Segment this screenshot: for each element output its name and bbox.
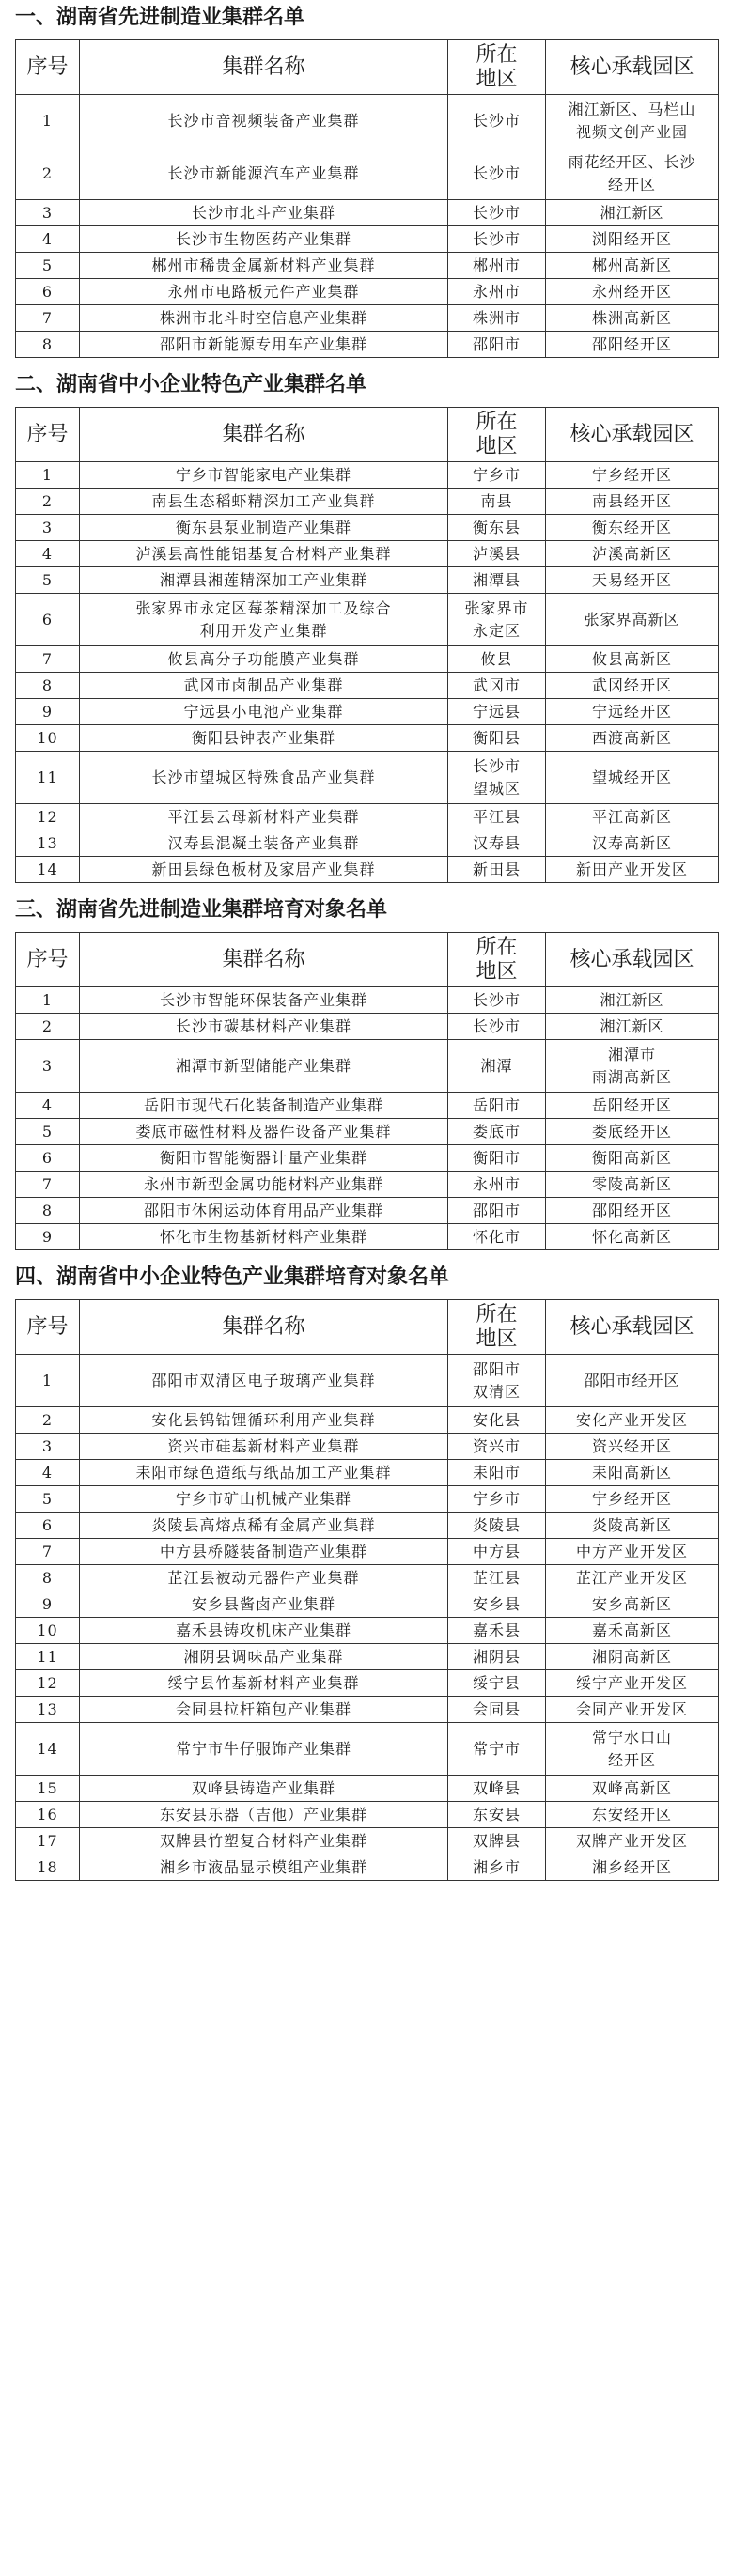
header-core-park: 核心承载园区 <box>546 40 719 95</box>
cluster-name-cell: 平江县云母新材料产业集群 <box>80 804 448 830</box>
core-park-cell: 天易经开区 <box>546 567 719 594</box>
header-core-park: 核心承载园区 <box>546 408 719 462</box>
table-row <box>16 305 719 332</box>
table-row <box>16 1407 719 1434</box>
serial-number-cell: 4 <box>16 1460 80 1486</box>
header-core-park: 核心承载园区 <box>546 1300 719 1355</box>
region-cell: 宁乡市 <box>448 1486 546 1513</box>
region-cell: 宁远县 <box>448 699 546 725</box>
core-park-cell: 郴州高新区 <box>546 253 719 279</box>
cluster-name-cell: 安乡县酱卤产业集群 <box>80 1591 448 1618</box>
header-cluster-name: 集群名称 <box>80 40 448 95</box>
serial-number-cell: 16 <box>16 1802 80 1828</box>
core-park-cell: 安化产业开发区 <box>546 1407 719 1434</box>
cluster-name-cell: 永州市新型金属功能材料产业集群 <box>80 1172 448 1198</box>
header-region: 所在 地区 <box>448 933 546 987</box>
region-cell: 资兴市 <box>448 1434 546 1460</box>
region-cell: 长沙市 <box>448 200 546 226</box>
serial-number-cell: 14 <box>16 857 80 883</box>
table-row <box>16 725 719 752</box>
core-park-cell: 永州经开区 <box>546 279 719 305</box>
cluster-name-cell: 芷江县被动元器件产业集群 <box>80 1565 448 1591</box>
table-row <box>16 1670 719 1697</box>
table-row <box>16 332 719 358</box>
table-row <box>16 646 719 673</box>
cluster-name-cell: 湘阴县调味品产业集群 <box>80 1644 448 1670</box>
header-cluster-name: 集群名称 <box>80 408 448 462</box>
region-cell: 南县 <box>448 489 546 515</box>
core-park-cell: 炎陵高新区 <box>546 1513 719 1539</box>
table-row <box>16 1460 719 1486</box>
cluster-table <box>15 1299 719 1881</box>
cluster-name-cell: 会同县拉杆箱包产业集群 <box>80 1697 448 1723</box>
serial-number-cell: 15 <box>16 1776 80 1802</box>
region-cell: 常宁市 <box>448 1723 546 1776</box>
table-row <box>16 462 719 489</box>
serial-number-cell: 4 <box>16 1093 80 1119</box>
cluster-name-cell: 嘉禾县铸攻机床产业集群 <box>80 1618 448 1644</box>
table-header-row <box>16 1300 719 1355</box>
region-cell: 怀化市 <box>448 1224 546 1250</box>
header-region: 所在 地区 <box>448 1300 546 1355</box>
serial-number-cell: 18 <box>16 1854 80 1881</box>
cluster-name-cell: 娄底市磁性材料及器件设备产业集群 <box>80 1119 448 1145</box>
core-park-cell: 零陵高新区 <box>546 1172 719 1198</box>
cluster-name-cell: 邵阳市休闲运动体育用品产业集群 <box>80 1198 448 1224</box>
serial-number-cell: 11 <box>16 1644 80 1670</box>
region-cell: 长沙市 <box>448 226 546 253</box>
serial-number-cell: 7 <box>16 305 80 332</box>
serial-number-cell: 2 <box>16 147 80 200</box>
cluster-name-cell: 岳阳市现代石化装备制造产业集群 <box>80 1093 448 1119</box>
cluster-name-cell: 株洲市北斗时空信息产业集群 <box>80 305 448 332</box>
header-cluster-name: 集群名称 <box>80 933 448 987</box>
core-park-cell: 平江高新区 <box>546 804 719 830</box>
serial-number-cell: 6 <box>16 279 80 305</box>
serial-number-cell: 5 <box>16 1119 80 1145</box>
region-cell: 炎陵县 <box>448 1513 546 1539</box>
table-row <box>16 1591 719 1618</box>
cluster-name-cell: 郴州市稀贵金属新材料产业集群 <box>80 253 448 279</box>
table-header-row <box>16 933 719 987</box>
serial-number-cell: 9 <box>16 699 80 725</box>
core-park-cell: 湘江新区 <box>546 200 719 226</box>
serial-number-cell: 11 <box>16 752 80 804</box>
core-park-cell: 双峰高新区 <box>546 1776 719 1802</box>
region-cell: 邵阳市 双清区 <box>448 1355 546 1407</box>
core-park-cell: 宁乡经开区 <box>546 1486 719 1513</box>
core-park-cell: 湘江新区 <box>546 987 719 1014</box>
table-row <box>16 804 719 830</box>
header-region: 所在 地区 <box>448 40 546 95</box>
header-serial-number: 序号 <box>16 40 80 95</box>
serial-number-cell: 10 <box>16 725 80 752</box>
table-row <box>16 594 719 646</box>
core-park-cell: 邵阳经开区 <box>546 332 719 358</box>
core-park-cell: 芷江产业开发区 <box>546 1565 719 1591</box>
table-row <box>16 857 719 883</box>
region-cell: 中方县 <box>448 1539 546 1565</box>
table-row <box>16 1539 719 1565</box>
cluster-name-cell: 宁乡市矿山机械产业集群 <box>80 1486 448 1513</box>
cluster-name-cell: 邵阳市双清区电子玻璃产业集群 <box>80 1355 448 1407</box>
cluster-name-cell: 湘潭县湘莲精深加工产业集群 <box>80 567 448 594</box>
core-park-cell: 湘乡经开区 <box>546 1854 719 1881</box>
serial-number-cell: 7 <box>16 1172 80 1198</box>
section-sme-characteristic-clusters <box>15 371 718 883</box>
region-cell: 湘乡市 <box>448 1854 546 1881</box>
core-park-cell: 安乡高新区 <box>546 1591 719 1618</box>
cluster-name-cell: 汉寿县混凝土装备产业集群 <box>80 830 448 857</box>
cluster-table <box>15 932 719 1250</box>
cluster-name-cell: 长沙市智能环保装备产业集群 <box>80 987 448 1014</box>
region-cell: 会同县 <box>448 1697 546 1723</box>
cluster-name-cell: 邵阳市新能源专用车产业集群 <box>80 332 448 358</box>
cluster-name-cell: 长沙市碳基材料产业集群 <box>80 1014 448 1040</box>
core-park-cell: 株洲高新区 <box>546 305 719 332</box>
cluster-name-cell: 宁乡市智能家电产业集群 <box>80 462 448 489</box>
cluster-name-cell: 长沙市生物医药产业集群 <box>80 226 448 253</box>
core-park-cell: 衡东经开区 <box>546 515 719 541</box>
table-row <box>16 253 719 279</box>
core-park-cell: 常宁水口山 经开区 <box>546 1723 719 1776</box>
cluster-name-cell: 新田县绿色板材及家居产业集群 <box>80 857 448 883</box>
cluster-name-cell: 炎陵县高熔点稀有金属产业集群 <box>80 1513 448 1539</box>
serial-number-cell: 12 <box>16 804 80 830</box>
serial-number-cell: 13 <box>16 830 80 857</box>
cluster-name-cell: 双牌县竹塑复合材料产业集群 <box>80 1828 448 1854</box>
cluster-name-cell: 绥宁县竹基新材料产业集群 <box>80 1670 448 1697</box>
region-cell: 宁乡市 <box>448 462 546 489</box>
table-row <box>16 1172 719 1198</box>
section-title: 三、湖南省先进制造业集群培育对象名单 <box>15 898 388 922</box>
table-row <box>16 1119 719 1145</box>
table-row <box>16 1513 719 1539</box>
core-park-cell: 南县经开区 <box>546 489 719 515</box>
region-cell: 湘阴县 <box>448 1644 546 1670</box>
table-row <box>16 1198 719 1224</box>
cluster-name-cell: 长沙市北斗产业集群 <box>80 200 448 226</box>
core-park-cell: 攸县高新区 <box>546 646 719 673</box>
cluster-name-cell: 永州市电路板元件产业集群 <box>80 279 448 305</box>
region-cell: 安乡县 <box>448 1591 546 1618</box>
region-cell: 邵阳市 <box>448 332 546 358</box>
table-row <box>16 1565 719 1591</box>
core-park-cell: 西渡高新区 <box>546 725 719 752</box>
section-title: 四、湖南省中小企业特色产业集群培育对象名单 <box>15 1265 450 1289</box>
header-serial-number: 序号 <box>16 1300 80 1355</box>
table-row <box>16 541 719 567</box>
serial-number-cell: 14 <box>16 1723 80 1776</box>
table-header-row <box>16 40 719 95</box>
cluster-name-cell: 长沙市望城区特殊食品产业集群 <box>80 752 448 804</box>
core-park-cell: 资兴经开区 <box>546 1434 719 1460</box>
table-row <box>16 752 719 804</box>
serial-number-cell: 4 <box>16 226 80 253</box>
table-row <box>16 489 719 515</box>
serial-number-cell: 3 <box>16 1040 80 1093</box>
serial-number-cell: 5 <box>16 567 80 594</box>
table-row <box>16 226 719 253</box>
table-row <box>16 673 719 699</box>
serial-number-cell: 10 <box>16 1618 80 1644</box>
region-cell: 衡阳市 <box>448 1145 546 1172</box>
core-park-cell: 宁乡经开区 <box>546 462 719 489</box>
region-cell: 衡阳县 <box>448 725 546 752</box>
table-row <box>16 1697 719 1723</box>
cluster-name-cell: 泸溪县高性能铝基复合材料产业集群 <box>80 541 448 567</box>
table-header-row <box>16 408 719 462</box>
cluster-name-cell: 宁远县小电池产业集群 <box>80 699 448 725</box>
core-park-cell: 娄底经开区 <box>546 1119 719 1145</box>
core-park-cell: 张家界高新区 <box>546 594 719 646</box>
region-cell: 长沙市 <box>448 1014 546 1040</box>
cluster-name-cell: 衡东县泵业制造产业集群 <box>80 515 448 541</box>
table-row <box>16 1723 719 1776</box>
cluster-name-cell: 湘潭市新型储能产业集群 <box>80 1040 448 1093</box>
serial-number-cell: 1 <box>16 462 80 489</box>
table-row <box>16 1434 719 1460</box>
serial-number-cell: 17 <box>16 1828 80 1854</box>
region-cell: 岳阳市 <box>448 1093 546 1119</box>
cluster-name-cell: 耒阳市绿色造纸与纸品加工产业集群 <box>80 1460 448 1486</box>
cluster-name-cell: 常宁市牛仔服饰产业集群 <box>80 1723 448 1776</box>
cluster-name-cell: 长沙市音视频装备产业集群 <box>80 95 448 147</box>
core-park-cell: 望城经开区 <box>546 752 719 804</box>
serial-number-cell: 2 <box>16 1407 80 1434</box>
region-cell: 汉寿县 <box>448 830 546 857</box>
core-park-cell: 邵阳经开区 <box>546 1198 719 1224</box>
core-park-cell: 东安经开区 <box>546 1802 719 1828</box>
core-park-cell: 衡阳高新区 <box>546 1145 719 1172</box>
serial-number-cell: 3 <box>16 515 80 541</box>
serial-number-cell: 6 <box>16 594 80 646</box>
serial-number-cell: 2 <box>16 1014 80 1040</box>
cluster-name-cell: 长沙市新能源汽车产业集群 <box>80 147 448 200</box>
serial-number-cell: 1 <box>16 987 80 1014</box>
region-cell: 双牌县 <box>448 1828 546 1854</box>
core-park-cell: 武冈经开区 <box>546 673 719 699</box>
region-cell: 长沙市 <box>448 987 546 1014</box>
core-park-cell: 宁远经开区 <box>546 699 719 725</box>
region-cell: 双峰县 <box>448 1776 546 1802</box>
table-row <box>16 1802 719 1828</box>
region-cell: 平江县 <box>448 804 546 830</box>
table-row <box>16 567 719 594</box>
region-cell: 邵阳市 <box>448 1198 546 1224</box>
serial-number-cell: 9 <box>16 1591 80 1618</box>
region-cell: 长沙市 <box>448 147 546 200</box>
serial-number-cell: 7 <box>16 646 80 673</box>
region-cell: 泸溪县 <box>448 541 546 567</box>
region-cell: 东安县 <box>448 1802 546 1828</box>
region-cell: 芷江县 <box>448 1565 546 1591</box>
region-cell: 耒阳市 <box>448 1460 546 1486</box>
cluster-name-cell: 衡阳县钟表产业集群 <box>80 725 448 752</box>
region-cell: 长沙市 望城区 <box>448 752 546 804</box>
region-cell: 湘潭 <box>448 1040 546 1093</box>
cluster-name-cell: 南县生态稻虾精深加工产业集群 <box>80 489 448 515</box>
core-park-cell: 新田产业开发区 <box>546 857 719 883</box>
region-cell: 娄底市 <box>448 1119 546 1145</box>
region-cell: 绥宁县 <box>448 1670 546 1697</box>
section-advanced-manufacturing-clusters <box>15 4 718 358</box>
core-park-cell: 邵阳市经开区 <box>546 1355 719 1407</box>
serial-number-cell: 12 <box>16 1670 80 1697</box>
core-park-cell: 岳阳经开区 <box>546 1093 719 1119</box>
serial-number-cell: 8 <box>16 1565 80 1591</box>
serial-number-cell: 9 <box>16 1224 80 1250</box>
core-park-cell: 会同产业开发区 <box>546 1697 719 1723</box>
serial-number-cell: 8 <box>16 332 80 358</box>
section-title: 二、湖南省中小企业特色产业集群名单 <box>15 373 367 396</box>
table-row <box>16 1355 719 1407</box>
cluster-name-cell: 怀化市生物基新材料产业集群 <box>80 1224 448 1250</box>
table-row <box>16 147 719 200</box>
table-row <box>16 1486 719 1513</box>
core-park-cell: 雨花经开区、长沙 经开区 <box>546 147 719 200</box>
serial-number-cell: 3 <box>16 200 80 226</box>
table-row <box>16 95 719 147</box>
core-park-cell: 中方产业开发区 <box>546 1539 719 1565</box>
header-serial-number: 序号 <box>16 408 80 462</box>
serial-number-cell: 8 <box>16 1198 80 1224</box>
section-advanced-manufacturing-cultivation <box>15 896 718 1250</box>
cluster-name-cell: 衡阳市智能衡器计量产业集群 <box>80 1145 448 1172</box>
core-park-cell: 湘潭市 雨湖高新区 <box>546 1040 719 1093</box>
region-cell: 株洲市 <box>448 305 546 332</box>
core-park-cell: 耒阳高新区 <box>546 1460 719 1486</box>
serial-number-cell: 3 <box>16 1434 80 1460</box>
serial-number-cell: 4 <box>16 541 80 567</box>
serial-number-cell: 13 <box>16 1697 80 1723</box>
table-row <box>16 1828 719 1854</box>
core-park-cell: 泸溪高新区 <box>546 541 719 567</box>
cluster-name-cell: 张家界市永定区莓茶精深加工及综合 利用开发产业集群 <box>80 594 448 646</box>
table-row <box>16 1644 719 1670</box>
table-row <box>16 1093 719 1119</box>
core-park-cell: 浏阳经开区 <box>546 226 719 253</box>
region-cell: 郴州市 <box>448 253 546 279</box>
table-row <box>16 1854 719 1881</box>
core-park-cell: 怀化高新区 <box>546 1224 719 1250</box>
region-cell: 长沙市 <box>448 95 546 147</box>
serial-number-cell: 1 <box>16 95 80 147</box>
region-cell: 新田县 <box>448 857 546 883</box>
region-cell: 张家界市 永定区 <box>448 594 546 646</box>
serial-number-cell: 8 <box>16 673 80 699</box>
table-row <box>16 1776 719 1802</box>
cluster-name-cell: 攸县高分子功能膜产业集群 <box>80 646 448 673</box>
core-park-cell: 湘江新区 <box>546 1014 719 1040</box>
table-row <box>16 1040 719 1093</box>
cluster-name-cell: 资兴市硅基新材料产业集群 <box>80 1434 448 1460</box>
core-park-cell: 汉寿高新区 <box>546 830 719 857</box>
region-cell: 永州市 <box>448 279 546 305</box>
header-serial-number: 序号 <box>16 933 80 987</box>
cluster-name-cell: 武冈市卤制品产业集群 <box>80 673 448 699</box>
region-cell: 安化县 <box>448 1407 546 1434</box>
core-park-cell: 湘阴高新区 <box>546 1644 719 1670</box>
cluster-name-cell: 安化县钨钴锂循环利用产业集群 <box>80 1407 448 1434</box>
region-cell: 衡东县 <box>448 515 546 541</box>
table-row <box>16 830 719 857</box>
table-row <box>16 279 719 305</box>
table-row <box>16 200 719 226</box>
serial-number-cell: 1 <box>16 1355 80 1407</box>
serial-number-cell: 6 <box>16 1145 80 1172</box>
core-park-cell: 绥宁产业开发区 <box>546 1670 719 1697</box>
serial-number-cell: 7 <box>16 1539 80 1565</box>
cluster-name-cell: 中方县桥隧装备制造产业集群 <box>80 1539 448 1565</box>
table-row <box>16 515 719 541</box>
table-row <box>16 1224 719 1250</box>
serial-number-cell: 5 <box>16 1486 80 1513</box>
region-cell: 嘉禾县 <box>448 1618 546 1644</box>
region-cell: 武冈市 <box>448 673 546 699</box>
core-park-cell: 湘江新区、马栏山 视频文创产业园 <box>546 95 719 147</box>
core-park-cell: 双牌产业开发区 <box>546 1828 719 1854</box>
section-title: 一、湖南省先进制造业集群名单 <box>15 6 305 29</box>
serial-number-cell: 5 <box>16 253 80 279</box>
table-row <box>16 1145 719 1172</box>
table-row <box>16 699 719 725</box>
header-cluster-name: 集群名称 <box>80 1300 448 1355</box>
cluster-name-cell: 双峰县铸造产业集群 <box>80 1776 448 1802</box>
cluster-table <box>15 407 719 883</box>
region-cell: 攸县 <box>448 646 546 673</box>
table-row <box>16 1618 719 1644</box>
cluster-table <box>15 39 719 358</box>
region-cell: 湘潭县 <box>448 567 546 594</box>
header-core-park: 核心承载园区 <box>546 933 719 987</box>
table-row <box>16 987 719 1014</box>
serial-number-cell: 6 <box>16 1513 80 1539</box>
section-sme-characteristic-cultivation <box>15 1264 718 1881</box>
header-region: 所在 地区 <box>448 408 546 462</box>
cluster-name-cell: 东安县乐器（吉他）产业集群 <box>80 1802 448 1828</box>
serial-number-cell: 2 <box>16 489 80 515</box>
core-park-cell: 嘉禾高新区 <box>546 1618 719 1644</box>
region-cell: 永州市 <box>448 1172 546 1198</box>
table-row <box>16 1014 719 1040</box>
cluster-name-cell: 湘乡市液晶显示模组产业集群 <box>80 1854 448 1881</box>
